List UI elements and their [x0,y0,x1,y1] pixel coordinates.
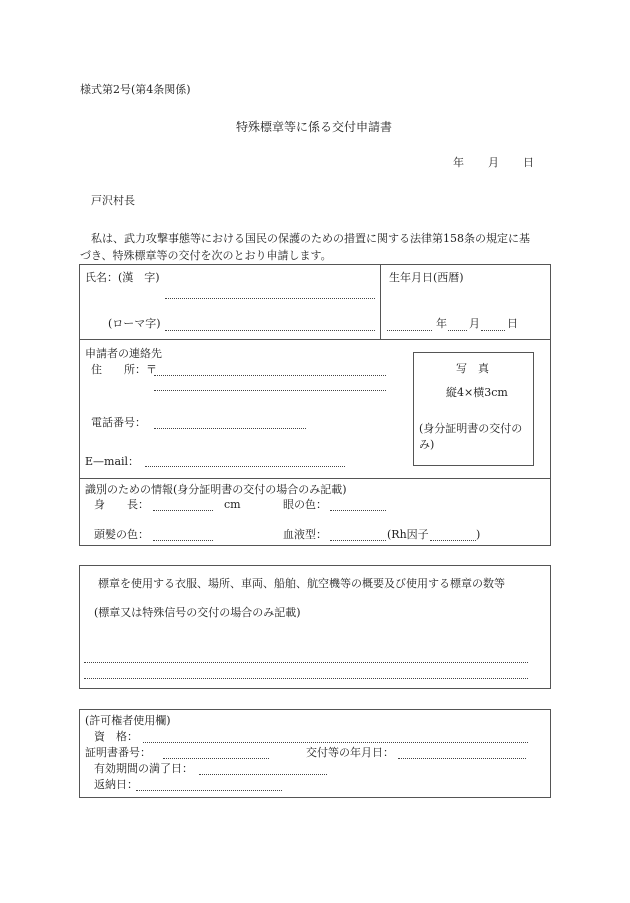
name-romaji-field[interactable] [165,330,375,331]
divider [380,264,381,339]
return-date-field[interactable] [136,790,282,791]
rh-factor-field[interactable] [430,540,476,541]
date-year-label: 年 [453,156,464,169]
eye-color-field[interactable] [330,510,386,511]
date-day-label: 日 [523,156,534,169]
address-field[interactable] [154,375,386,376]
identification-heading: 識別のための情報(身分証明書の交付の場合のみ記載) [85,483,347,496]
birth-month-field[interactable] [448,330,467,331]
photo-title: 写 真 [456,362,489,375]
expiry-date-field[interactable] [199,774,327,775]
hair-color-field[interactable] [153,540,213,541]
addressee: 戸沢村長 [91,194,135,207]
eye-color-label: 眼の色： [283,498,327,511]
address-field-2[interactable] [154,390,386,391]
name-romaji-label: (ローマ字) [108,317,161,330]
photo-size: 縦4×横3cm [446,386,508,399]
phone-field[interactable] [154,428,306,429]
hair-color-label: 頭髪の色： [94,528,149,541]
certificate-number-field[interactable] [163,758,269,759]
phone-label: 電話番号： [91,416,146,429]
form-title: 特殊標章等に係る交付申請書 [236,120,393,134]
blood-type-field[interactable] [330,540,386,541]
rh-factor-close: ) [476,528,481,541]
blood-type-label: 血液型： [283,528,327,541]
photo-note-line-2: み) [419,438,435,451]
issue-date-field[interactable] [398,758,526,759]
height-label: 身 長： [94,498,149,511]
name-kanji-label: 氏名：(漢 字) [85,271,160,284]
issue-date-label: 交付等の年月日： [306,746,394,759]
birth-day-label: 日 [507,317,518,330]
authority-heading: (許可権者使用欄) [85,714,171,727]
divider [79,478,551,479]
intro-line-1: 私は、武力攻撃事態等における国民の保護のための措置に関する法律第158条の規定に基 [91,232,530,245]
email-label: E—mail： [85,455,140,468]
usage-field-1[interactable] [84,662,528,663]
return-date-label: 返納日： [94,778,138,791]
qualification-field[interactable] [143,742,528,743]
usage-field-2[interactable] [84,678,528,679]
address-label: 住 所：〒 [91,363,157,376]
form-number: 様式第2号(第4条関係) [80,83,191,96]
birthdate-label: 生年月日(西暦) [389,271,464,284]
intro-line-2: づき、特殊標章等の交付を次のとおり申請します。 [80,249,332,262]
divider [79,339,551,340]
date-month-label: 月 [488,156,499,169]
expiry-date-label: 有効期間の満了日： [94,762,193,775]
contact-heading: 申請者の連絡先 [85,347,162,360]
name-kanji-field[interactable] [165,298,375,299]
height-unit: cm [224,498,241,511]
usage-note: (標章又は特殊信号の交付の場合のみ記載) [94,606,301,619]
birth-month-label: 月 [469,317,480,330]
photo-note-line-1: (身分証明書の交付の [419,422,523,435]
certificate-number-label: 証明書番号： [85,746,151,759]
birth-year-field[interactable] [387,330,432,331]
usage-description: 標章を使用する衣服、場所、車両、船舶、航空機等の概要及び使用する標章の数等 [98,577,505,590]
qualification-label: 資 格： [94,730,138,743]
height-field[interactable] [153,510,213,511]
email-field[interactable] [145,466,345,467]
birth-year-label: 年 [436,317,447,330]
birth-day-field[interactable] [481,330,505,331]
rh-factor-label: (Rh因子 [387,528,429,541]
